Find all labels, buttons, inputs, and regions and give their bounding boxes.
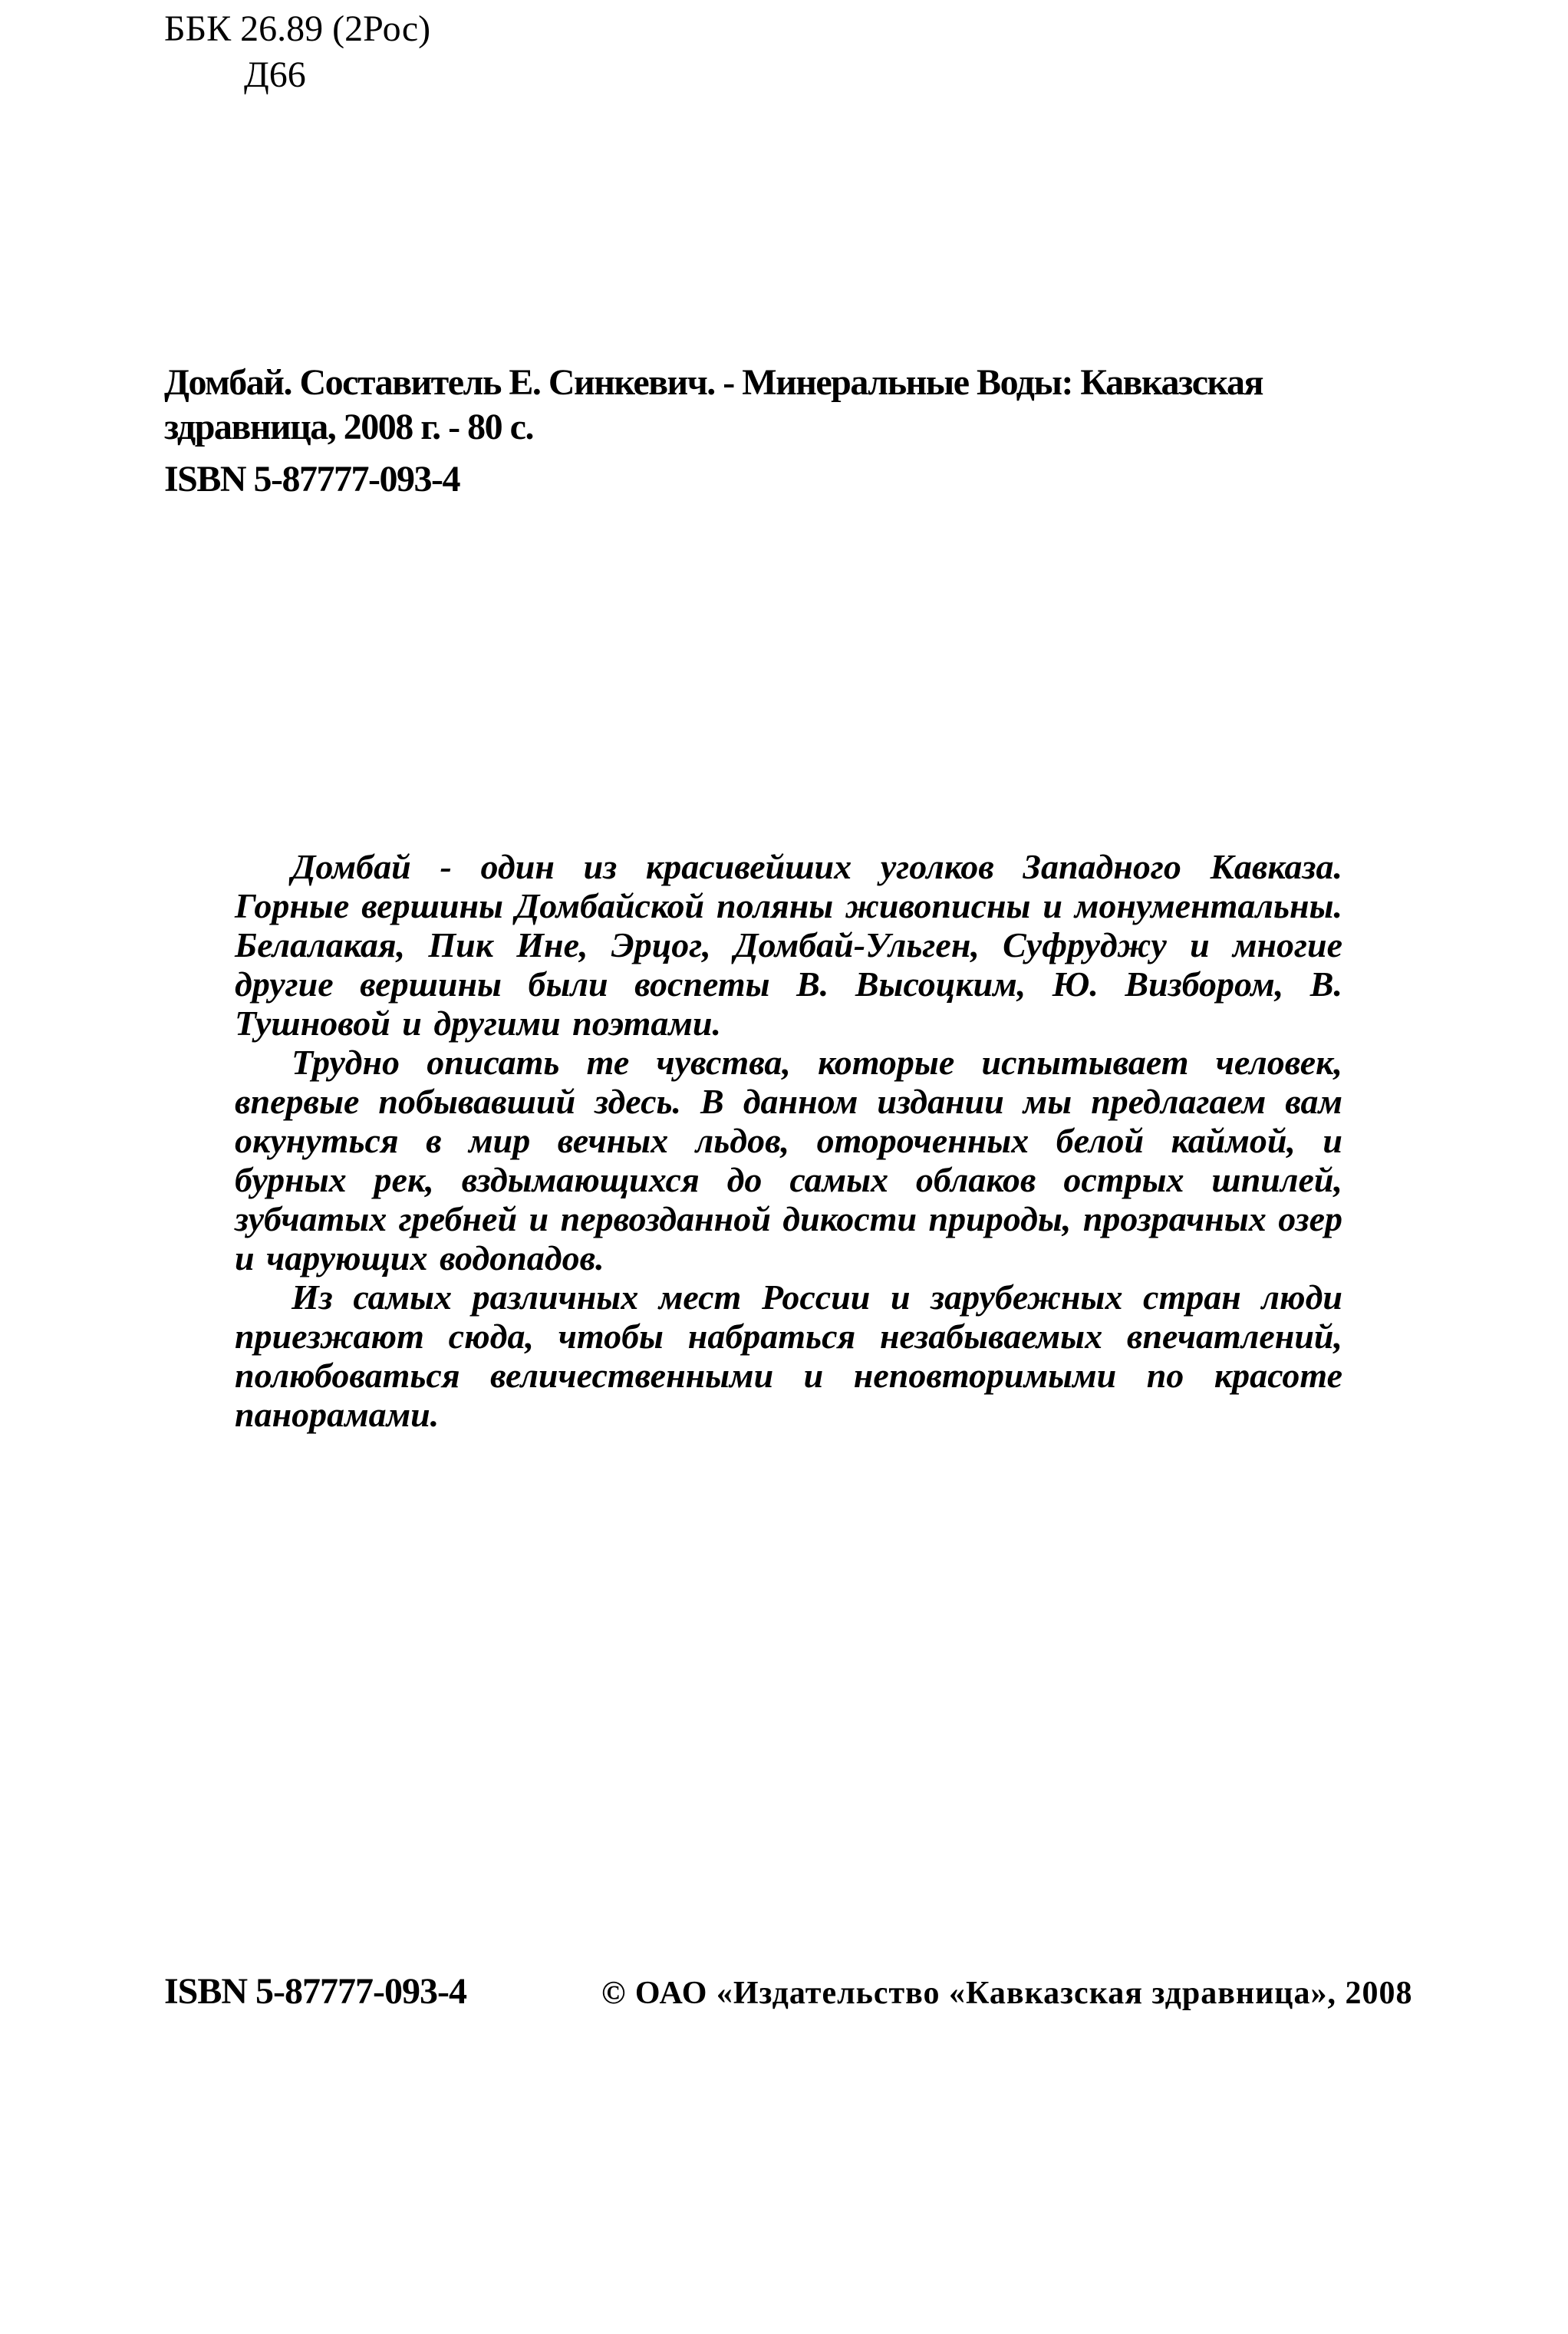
annotation-paragraph: Из самых различных мест России и зарубежных стран люди приезжают сюда, чтобы набраться незабываемых впечатлений, полюбоваться величественными и неповторимыми по красоте панорамами. — [235, 1277, 1342, 1434]
annotation-paragraph: Домбай - один из красивейших уголков Западного Кавказа. Горные вершины Домбайской поляны живописны и монументальны. Белалакая, Пик Ине, Эрцог, Домбай-Ульген, Суфруджу и многие другие вершины были воспеты В. Высоцким, Ю. Визбором, В. Тушновой и другими поэтами. — [235, 847, 1342, 1043]
copyright-notice: © ОАО «Издательство «Кавказская здравница», 2008 — [601, 1976, 1413, 2011]
bibliographic-description: Домбай. Составитель Е. Синкевич. - Минеральные Воды: Кавказская здравница, 2008 г. - 80 с. — [164, 362, 1263, 447]
footer-isbn: ISBN 5-87777-093-4 — [164, 1971, 467, 2012]
bibliographic-isbn: ISBN 5-87777-093-4 — [164, 459, 460, 499]
bbk-code: ББК 26.89 (2Рос) — [164, 8, 431, 49]
bibliographic-record — [164, 361, 1422, 502]
annotation-paragraph: Трудно описать те чувства, которые испытывает человек, впервые побывавший здесь. В данном издании мы предлагаем вам окунуться в мир вечных льдов, отороченных белой каймой, и бурных рек, вздымающихся до самых облаков острых шпилей, зубчатых гребней и первозданной дикости природы, прозрачных озер и чарующих водопадов. — [235, 1043, 1342, 1277]
classification-block — [164, 6, 430, 98]
author-mark: Д66 — [244, 54, 306, 95]
annotation — [235, 847, 1342, 1434]
